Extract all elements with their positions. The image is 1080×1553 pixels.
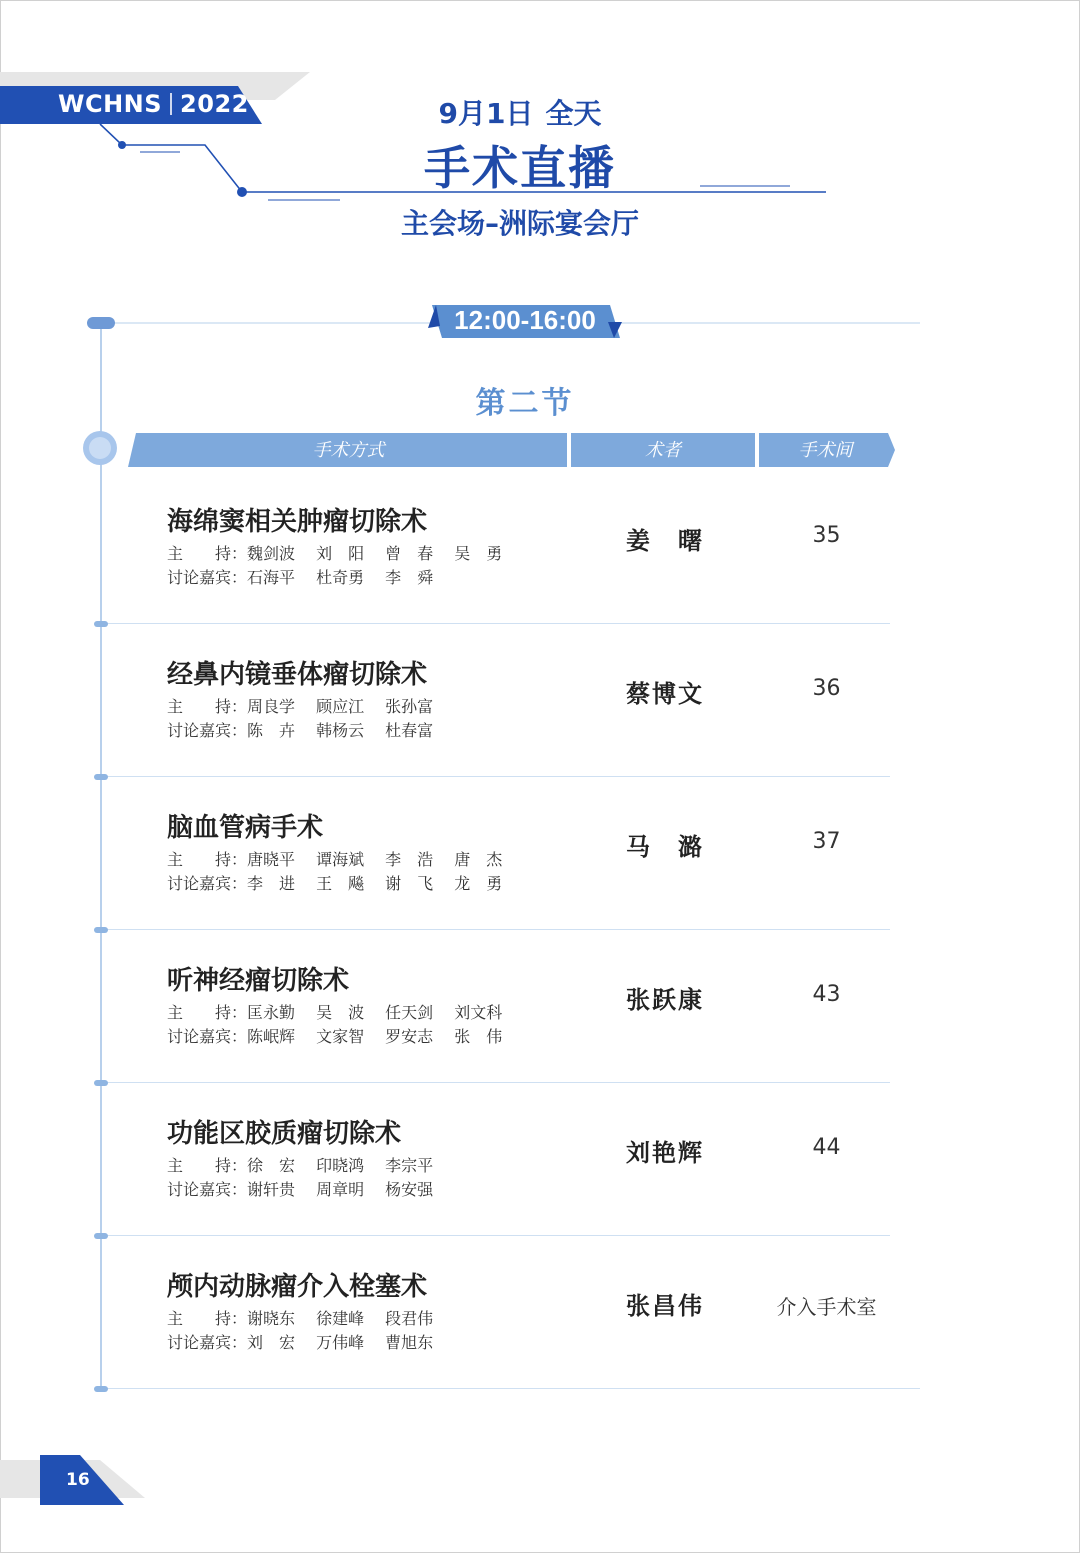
event-date: 9月1日 (438, 97, 534, 130)
operation-name: 听神经瘤切除术 (167, 966, 350, 996)
guests-line: 讨论嘉宾：陈岷辉 文家智 罗安志 张 伟 (167, 1027, 503, 1046)
table-row (100, 624, 920, 777)
venue-title: 主会场–洲际宴会厅 (400, 207, 639, 240)
table-row (100, 1236, 920, 1389)
date-line (340, 92, 700, 132)
timeline-marker (94, 1386, 108, 1392)
column-header-surgeon: 术者 (645, 440, 681, 461)
surgeon-name: 姜 曙 (626, 527, 704, 555)
row-divider (100, 1388, 920, 1389)
event-day: 全天 (545, 97, 602, 130)
table-row (100, 930, 920, 1083)
page-number: 16 (66, 1470, 90, 1490)
brand-name: WCHNS (58, 90, 163, 118)
brand-year: 2022 (180, 90, 249, 118)
column-header-method: 手术方式 (312, 440, 385, 461)
operation-name: 经鼻内镜垂体瘤切除术 (167, 660, 428, 690)
surgeon-name: 刘艳辉 (626, 1139, 704, 1167)
surgeon-name: 蔡博文 (626, 680, 704, 708)
table-row (100, 777, 920, 930)
guests-line: 讨论嘉宾：谢轩贵 周章明 杨安强 (167, 1180, 434, 1199)
operating-room: 43 (812, 982, 841, 1007)
brand-logo (58, 90, 249, 118)
operation-name: 脑血管病手术 (167, 813, 324, 843)
table-row (100, 471, 920, 624)
hosts-line: 主 持：魏剑波 刘 阳 曾 春 吴 勇 (167, 544, 503, 563)
hosts-line: 主 持：匡永勤 吴 波 任天剑 刘文科 (167, 1003, 503, 1022)
surgeon-name: 张昌伟 (626, 1292, 704, 1320)
session-time: 12:00-16:00 (454, 305, 596, 335)
operating-room: 36 (812, 676, 841, 701)
operating-room: 介入手术室 (776, 1295, 877, 1319)
operating-room: 44 (812, 1135, 841, 1160)
surgeon-name: 马 潞 (626, 833, 704, 861)
section-title: 第二节 (475, 386, 575, 421)
operating-room: 35 (812, 523, 841, 548)
hosts-line: 主 持：唐晓平 谭海斌 李 浩 唐 杰 (167, 850, 503, 869)
surgeon-name: 张跃康 (626, 986, 704, 1014)
hosts-line: 主 持：谢晓东 徐建峰 段君伟 (167, 1309, 434, 1328)
brand-divider (170, 93, 172, 115)
operation-name: 颅内动脉瘤介入栓塞术 (167, 1272, 428, 1302)
guests-line: 讨论嘉宾：李 进 王 飚 谢 飞 龙 勇 (167, 874, 503, 893)
column-header-room: 手术间 (798, 440, 853, 461)
hosts-line: 主 持：徐 宏 印晓鸿 李宗平 (167, 1156, 434, 1175)
hosts-line: 主 持：周良学 顾应江 张孙富 (167, 697, 434, 716)
page-title: 手术直播 (424, 141, 616, 195)
guests-line: 讨论嘉宾：陈 卉 韩杨云 杜春富 (167, 721, 434, 740)
operating-room: 37 (812, 829, 841, 854)
operation-name: 功能区胶质瘤切除术 (167, 1119, 402, 1149)
guests-line: 讨论嘉宾：刘 宏 万伟峰 曹旭东 (167, 1333, 434, 1352)
table-row (100, 1083, 920, 1236)
guests-line: 讨论嘉宾：石海平 杜奇勇 李 舜 (167, 568, 434, 587)
operation-name: 海绵窦相关肿瘤切除术 (167, 507, 428, 537)
